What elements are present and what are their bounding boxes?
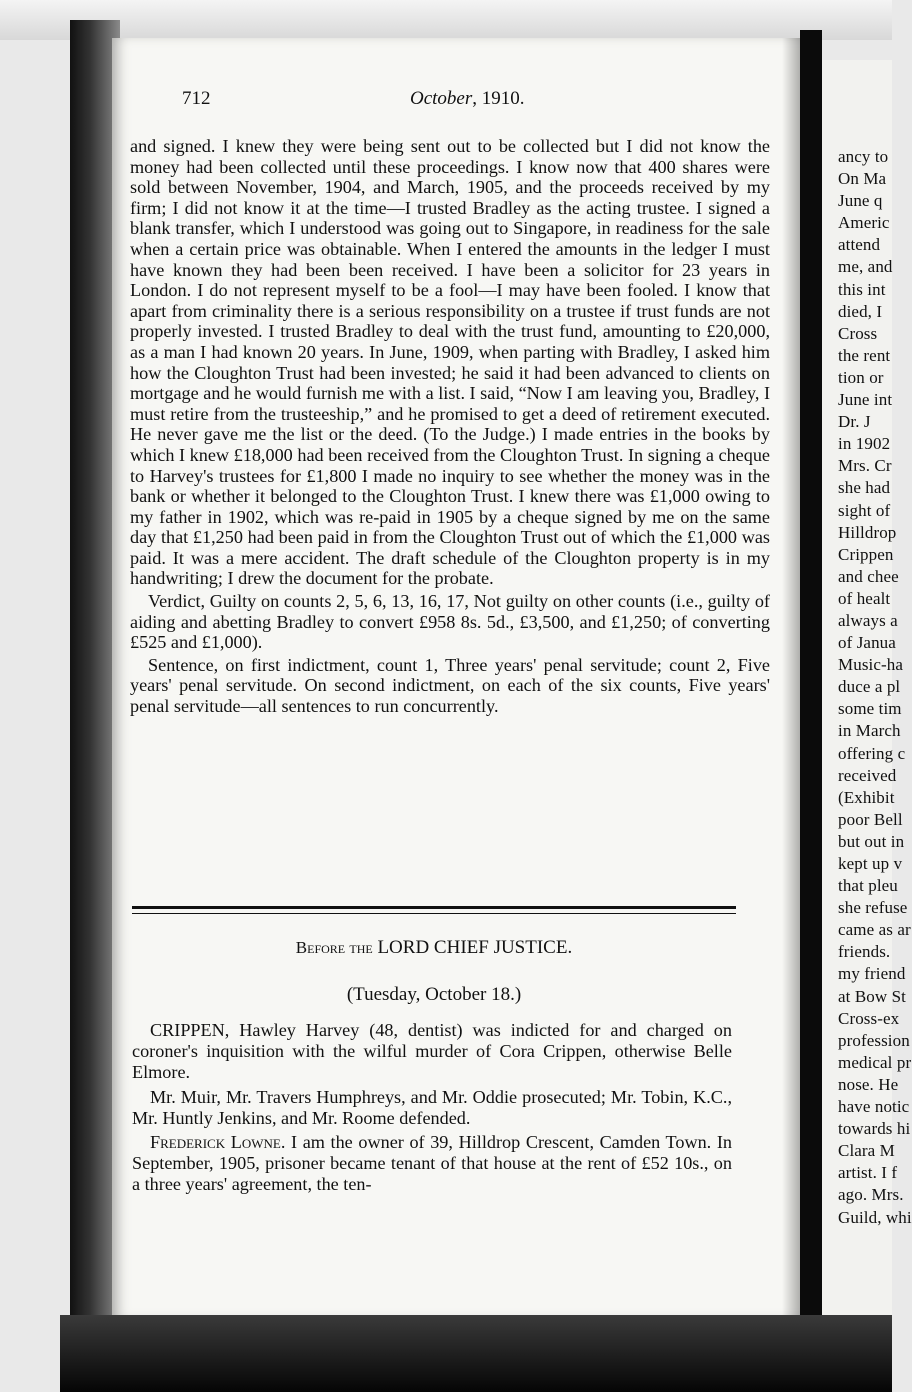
facing-page-line: duce a pl	[838, 677, 901, 697]
facing-page-line: at Bow St	[838, 986, 906, 1006]
facing-page-line: kept up v	[838, 854, 903, 873]
facing-page-line: attend	[838, 235, 881, 255]
facing-page-line: have notic	[838, 1097, 910, 1117]
facing-page-line: some tim	[838, 699, 902, 719]
facing-page-line: friends.	[838, 942, 891, 962]
witness-testimony: I am the owner of 39, Hilldrop Crescent, Camden Town. In September, 1905, prisoner became tenant of that house at the rent of £52 10s., on a three years' agreement, the ten-	[132, 1132, 733, 1195]
facing-page-line: sight of	[838, 500, 891, 520]
facing-page-line: tion or	[838, 367, 884, 387]
facing-page-line: poor Bell	[838, 809, 903, 829]
facing-page-line: she had	[838, 478, 891, 498]
court-heading	[132, 937, 736, 959]
facing-page-line: the rent	[838, 345, 891, 365]
divider-thick-line	[132, 906, 736, 909]
facing-page-line: Crippen	[838, 544, 894, 564]
facing-page-line: Dr. J	[838, 412, 871, 432]
facing-page-line: medical pr	[838, 1052, 912, 1072]
header-year: , 1910.	[472, 88, 525, 109]
facing-page-line: Clara M	[838, 1141, 895, 1161]
facing-page-line: in 1902	[838, 434, 891, 454]
facing-page-line: this int	[838, 279, 886, 299]
session-date: (Tuesday, October 18.)	[346, 984, 522, 1005]
facing-page-line: and chee	[838, 566, 899, 586]
facing-page-line: profession	[838, 1030, 910, 1050]
facing-page-line: Americ	[838, 213, 890, 233]
facing-page-line: she refuse	[838, 898, 908, 918]
facing-page-line: (Exhibit	[838, 787, 895, 807]
case-text	[132, 1020, 732, 1199]
scan-background-top	[0, 0, 892, 40]
facing-page-line: nose. He	[838, 1074, 899, 1094]
facing-page-line: On Ma	[838, 169, 887, 189]
body-text	[130, 136, 770, 717]
book-gutter	[800, 30, 822, 1320]
facing-page-line: June q	[838, 191, 883, 211]
facing-page-line: always a	[838, 610, 898, 630]
facing-page-line: June int	[838, 390, 893, 410]
header-date	[410, 88, 525, 110]
page-number: 712	[182, 88, 211, 109]
facing-page-line: artist. I f	[838, 1163, 898, 1183]
facing-page	[822, 60, 912, 1315]
defendant-name: CRIPPEN,	[150, 1020, 230, 1040]
witness-paragraph	[132, 1132, 732, 1196]
facing-page-line: Hilldrop	[838, 522, 897, 542]
facing-page-line: my friend	[838, 964, 906, 984]
facing-page-line: Cross-ex	[838, 1008, 900, 1028]
facing-page-line: of Janua	[838, 633, 896, 653]
divider-thin-line	[132, 913, 736, 914]
facing-page-line: ancy to	[838, 147, 889, 166]
header-month: October	[410, 88, 473, 109]
verdict-paragraph: Verdict, Guilty on counts 2, 5, 6, 13, 16, 17, Not guilty on other counts (i.e., guilty of aiding and abetting Bradley to convert £958 8s. 5d., £3,500, and £1,250; of converting £525 and £1,000).	[130, 591, 770, 653]
facing-page-line: Mrs. Cr	[838, 456, 892, 476]
sentence-paragraph: Sentence, on first indictment, count 1, Three years' penal servitude; count 2, Five years' penal servitude. On second indictment, on each of the six counts, Five years' penal servitude—all sentences to run concurrently.	[130, 654, 770, 717]
facing-page-line: in March	[838, 721, 901, 741]
scan-background-bottom	[60, 1315, 892, 1392]
facing-page-line: Guild, whi	[838, 1207, 912, 1227]
facing-page-line: died, I	[838, 301, 883, 321]
court-heading-name: LORD CHIEF JUSTICE.	[377, 937, 573, 958]
witness-name: Frederick Lowne.	[150, 1132, 286, 1153]
counsel-paragraph: Mr. Muir, Mr. Travers Humphreys, and Mr. Oddie prosecuted; Mr. Tobin, K.C., Mr. Huntly Jenkins, and Mr. Roome defended.	[132, 1086, 732, 1128]
section-divider	[132, 906, 736, 914]
facing-page-line: that pleu	[838, 876, 898, 896]
facing-page-line: came as ar	[838, 920, 911, 940]
facing-page-line: offering c	[838, 743, 906, 763]
case-indictment	[132, 1020, 732, 1084]
running-header	[182, 88, 742, 118]
testimony-paragraph: and signed. I knew they were being sent out to be collected but I did not know the money had been collected until these proceedings. I know now that 400 shares were sold between November, 1904, and March, 1905, and the proceeds received by my firm; I did not know it at the time—I trusted Bradley as the acting trustee. I signed a blank transfer, which I understood was going out to Singapore, in readiness for the sale when a certain price was obtainable. When I entered the amounts in the ledger I must have known they had been been received. I have been a solicitor for 23 years in London. I do not represent myself to be a fool—I may have been fooled. I know that apart from criminality there is a serious responsibility on a trustee if trust funds are not properly invested. I trusted Bradley to deal with the trust fund, amounting to £20,000, as a man I had known 20 years. In June, 1909, when parting with Bradley, I asked him how the Cloughton Trust had been invested; he said it had been advanced to clients on mortgage and he would furnish me with a list. I said, “Now I am leaving you, Bradley, I must retire from the trusteeship,” and he promised to get a deed of retirement executed. He never gave me the list or the deed. (To the Judge.) I made entries in the books by which I knew £18,000 had been received from the Cloughton Trust. In signing a cheque to Harvey's trustees for £1,800 I made no inquiry to see whether the money was in the bank or whether it belonged to the Cloughton Trust. I knew there was £1,000 owing to my father in 1902, which was re-paid in 1905 by a cheque signed by me on the same day that £1,250 had been paid in from the Cloughton Trust out of which the £1,000 was paid. It was a mere accident. The draft schedule of the Cloughton property is in my handwriting; I drew the document for the probate.	[130, 136, 770, 589]
facing-page-line: but out in	[838, 831, 905, 851]
facing-page-line: towards hi	[838, 1119, 911, 1139]
facing-page-line: received	[838, 765, 897, 785]
court-heading-prefix: Before the	[295, 938, 373, 957]
facing-page-line: me, and	[838, 257, 893, 277]
facing-page-line: Music-ha	[838, 655, 904, 675]
facing-page-line: Cross	[838, 323, 878, 343]
facing-page-line: of healt	[838, 588, 891, 608]
indictment-text: Hawley Harvey (48, dentist) was indicted for and charged on coroner's inquisition with the wilful murder of Cora Crippen, otherwise Belle Elmore.	[132, 1020, 732, 1083]
facing-page-line: ago. Mrs.	[838, 1185, 904, 1205]
